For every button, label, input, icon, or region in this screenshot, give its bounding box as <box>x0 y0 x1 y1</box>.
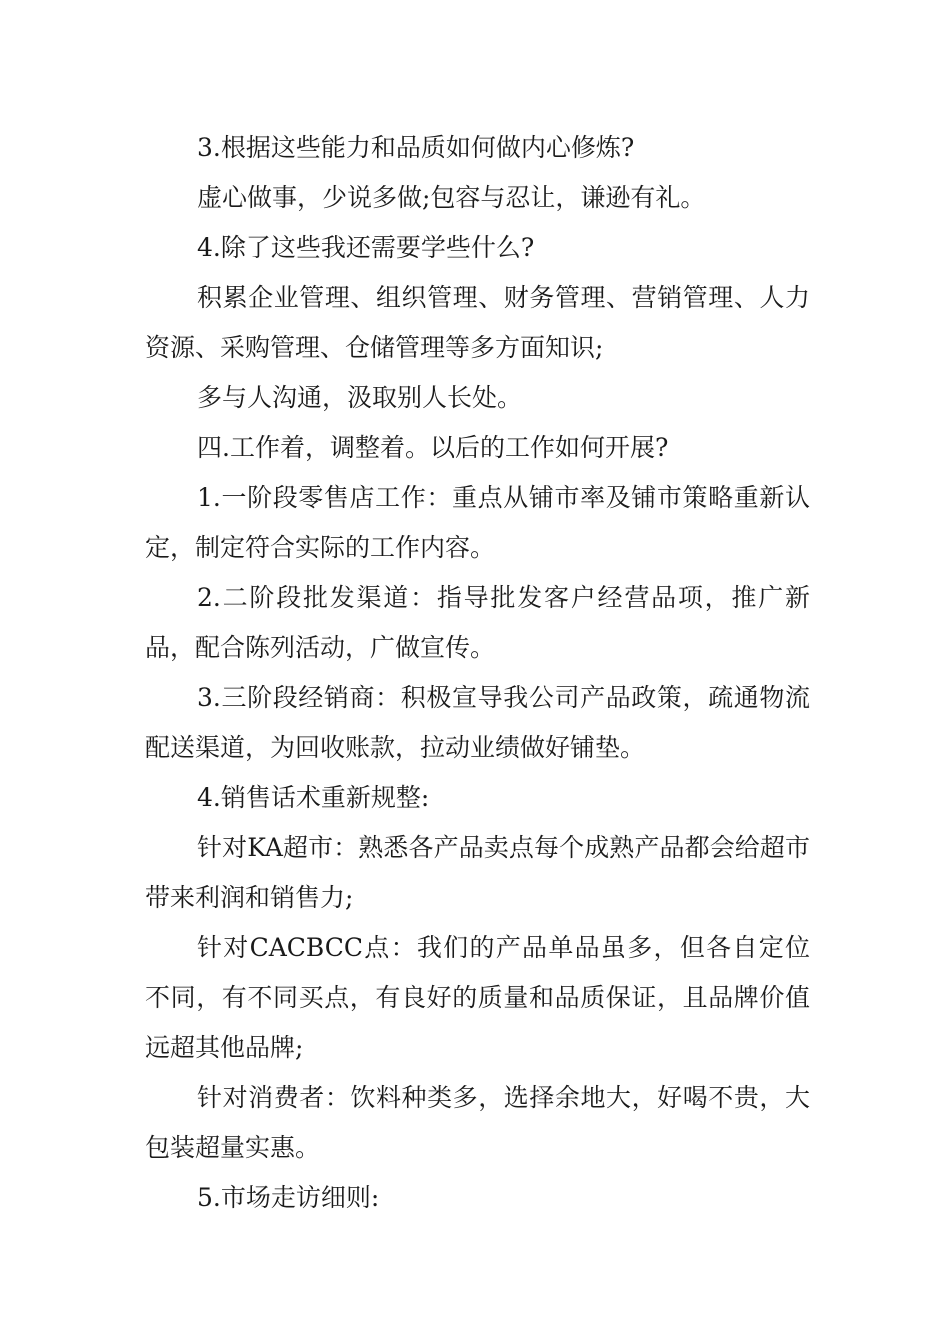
paragraph-stage-two-wholesale: 2.二阶段批发渠道：指导批发客户经营品项，推广新品，配合陈列活动，广做宣传。 <box>145 583 810 662</box>
paragraph-inner-cultivation-question: 3.根据这些能力和品质如何做内心修炼? <box>197 133 635 162</box>
paragraph-management-knowledge: 积累企业管理、组织管理、财务管理、营销管理、人力资源、采购管理、仓储管理等多方面知识; <box>145 283 810 362</box>
paragraph-communication: 多与人沟通，汲取别人长处。 <box>197 383 523 412</box>
paragraph-section-four-heading: 四.工作着，调整着。以后的工作如何开展? <box>197 433 669 462</box>
paragraph-cacbcc-outlets: 针对CACBCC点：我们的产品单品虽多，但各自定位不同，有不同买点，有良好的质量和品质保证，且品牌价值远超其他品牌; <box>145 933 810 1062</box>
paragraph-stage-one-retail: 1.一阶段零售店工作：重点从铺市率及铺市策略重新认定，制定符合实际的工作内容。 <box>145 483 810 562</box>
document-body <box>145 123 810 1223</box>
paragraph-sales-script-heading: 4.销售话术重新规整: <box>197 783 430 812</box>
paragraph-learning-question: 4.除了这些我还需要学些什么? <box>197 233 535 262</box>
paragraph-consumers: 针对消费者：饮料种类多，选择余地大，好喝不贵，大包装超量实惠。 <box>145 1083 810 1162</box>
paragraph-market-visit-rules: 5.市场走访细则: <box>197 1183 380 1212</box>
paragraph-inner-cultivation-answer: 虚心做事，少说多做;包容与忍让，谦逊有礼。 <box>197 183 706 212</box>
paragraph-ka-supermarket: 针对KA超市：熟悉各产品卖点每个成熟产品都会给超市带来利润和销售力; <box>145 833 810 912</box>
paragraph-stage-three-distributor: 3.三阶段经销商：积极宣导我公司产品政策，疏通物流配送渠道，为回收账款，拉动业绩做好铺垫。 <box>145 683 810 762</box>
